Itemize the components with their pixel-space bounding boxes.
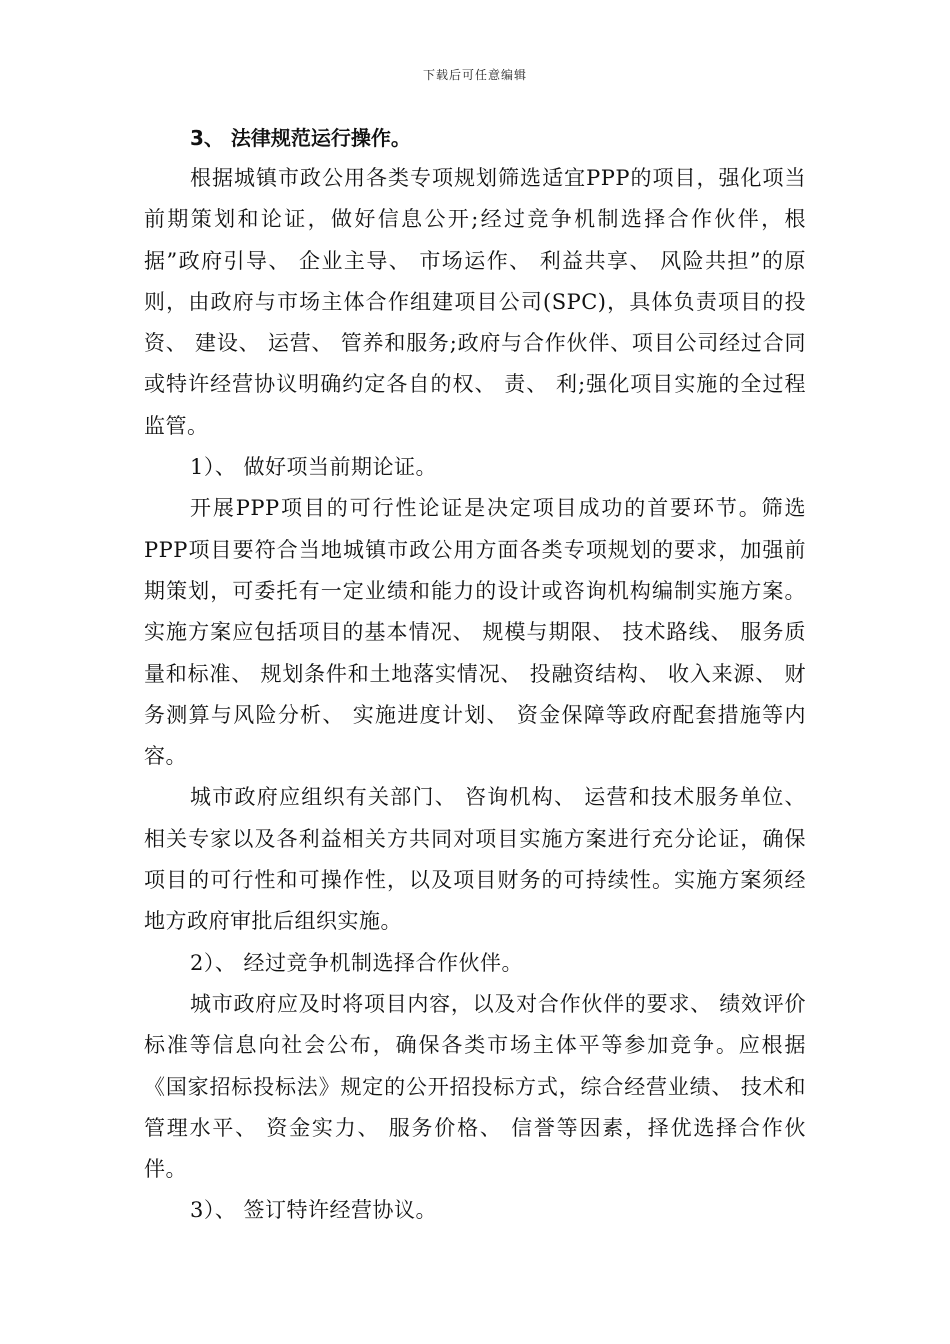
paragraph-feasibility: 开展PPP项目的可行性论证是决定项目成功的首要环节。筛选PPP项目要符合当地城镇市政公用方面各类专项规划的要求，加强前期策划，可委托有一定业绩和能力的设计或咨询机构编制实施方案。实施方案应包括项目的基本情况、 规模与期限、 技术路线、 服务质量和标准、 规划条件和土地落实情况、 投融资结构、 收入来源、 财务测算与风险分析、 实施进度计划、 资金保障等政府配套措施等内容。 <box>144 496 806 769</box>
section-heading: 3、 法律规范运行操作。 <box>190 126 411 150</box>
subheading-2: 2）、 经过竞争机制选择合作伙伴。 <box>190 950 524 975</box>
subheading-1: 1）、 做好项当前期论证。 <box>190 455 438 480</box>
paragraph-selection: 城市政府应及时将项目内容，以及对合作伙伴的要求、 绩效评价标准等信息向社会公布，确保各类市场主体平等参加竞争。应根据《国家招标投标法》规定的公开招投标方式，综合经营业绩、 技术和管理水平、 资金实力、 服务价格、 信誉等因素，择优选择合作伙伴。 <box>144 991 806 1182</box>
document-body <box>144 118 806 1232</box>
paragraph-review: 城市政府应组织有关部门、 咨询机构、 运营和技术服务单位、 相关专家以及各利益相关方共同对项目实施方案进行充分论证，确保项目的可行性和可操作性，以及项目财务的可持续性。实施方案须经地方政府审批后组织实施。 <box>144 785 806 934</box>
subheading-3: 3）、 签订特许经营协议。 <box>190 1198 438 1223</box>
paragraph-intro: 根据城镇市政公用各类专项规划筛选适宜PPP的项目，强化项当前期策划和论证，做好信息公开;经过竞争机制选择合作伙伴，根据”政府引导、 企业主导、 市场运作、 利益共享、 风险共担”的原则，由政府与市场主体合作组建项目公司(SPC)，具体负责项目的投资、 建设、 运营、 管养和服务;政府与合作伙伴、项目公司经过合同或特许经营协议明确约定各自的权、 责、 利;强化项目实施的全过程监管。 <box>144 166 806 438</box>
page-header: 下载后可任意编辑 <box>422 68 527 82</box>
